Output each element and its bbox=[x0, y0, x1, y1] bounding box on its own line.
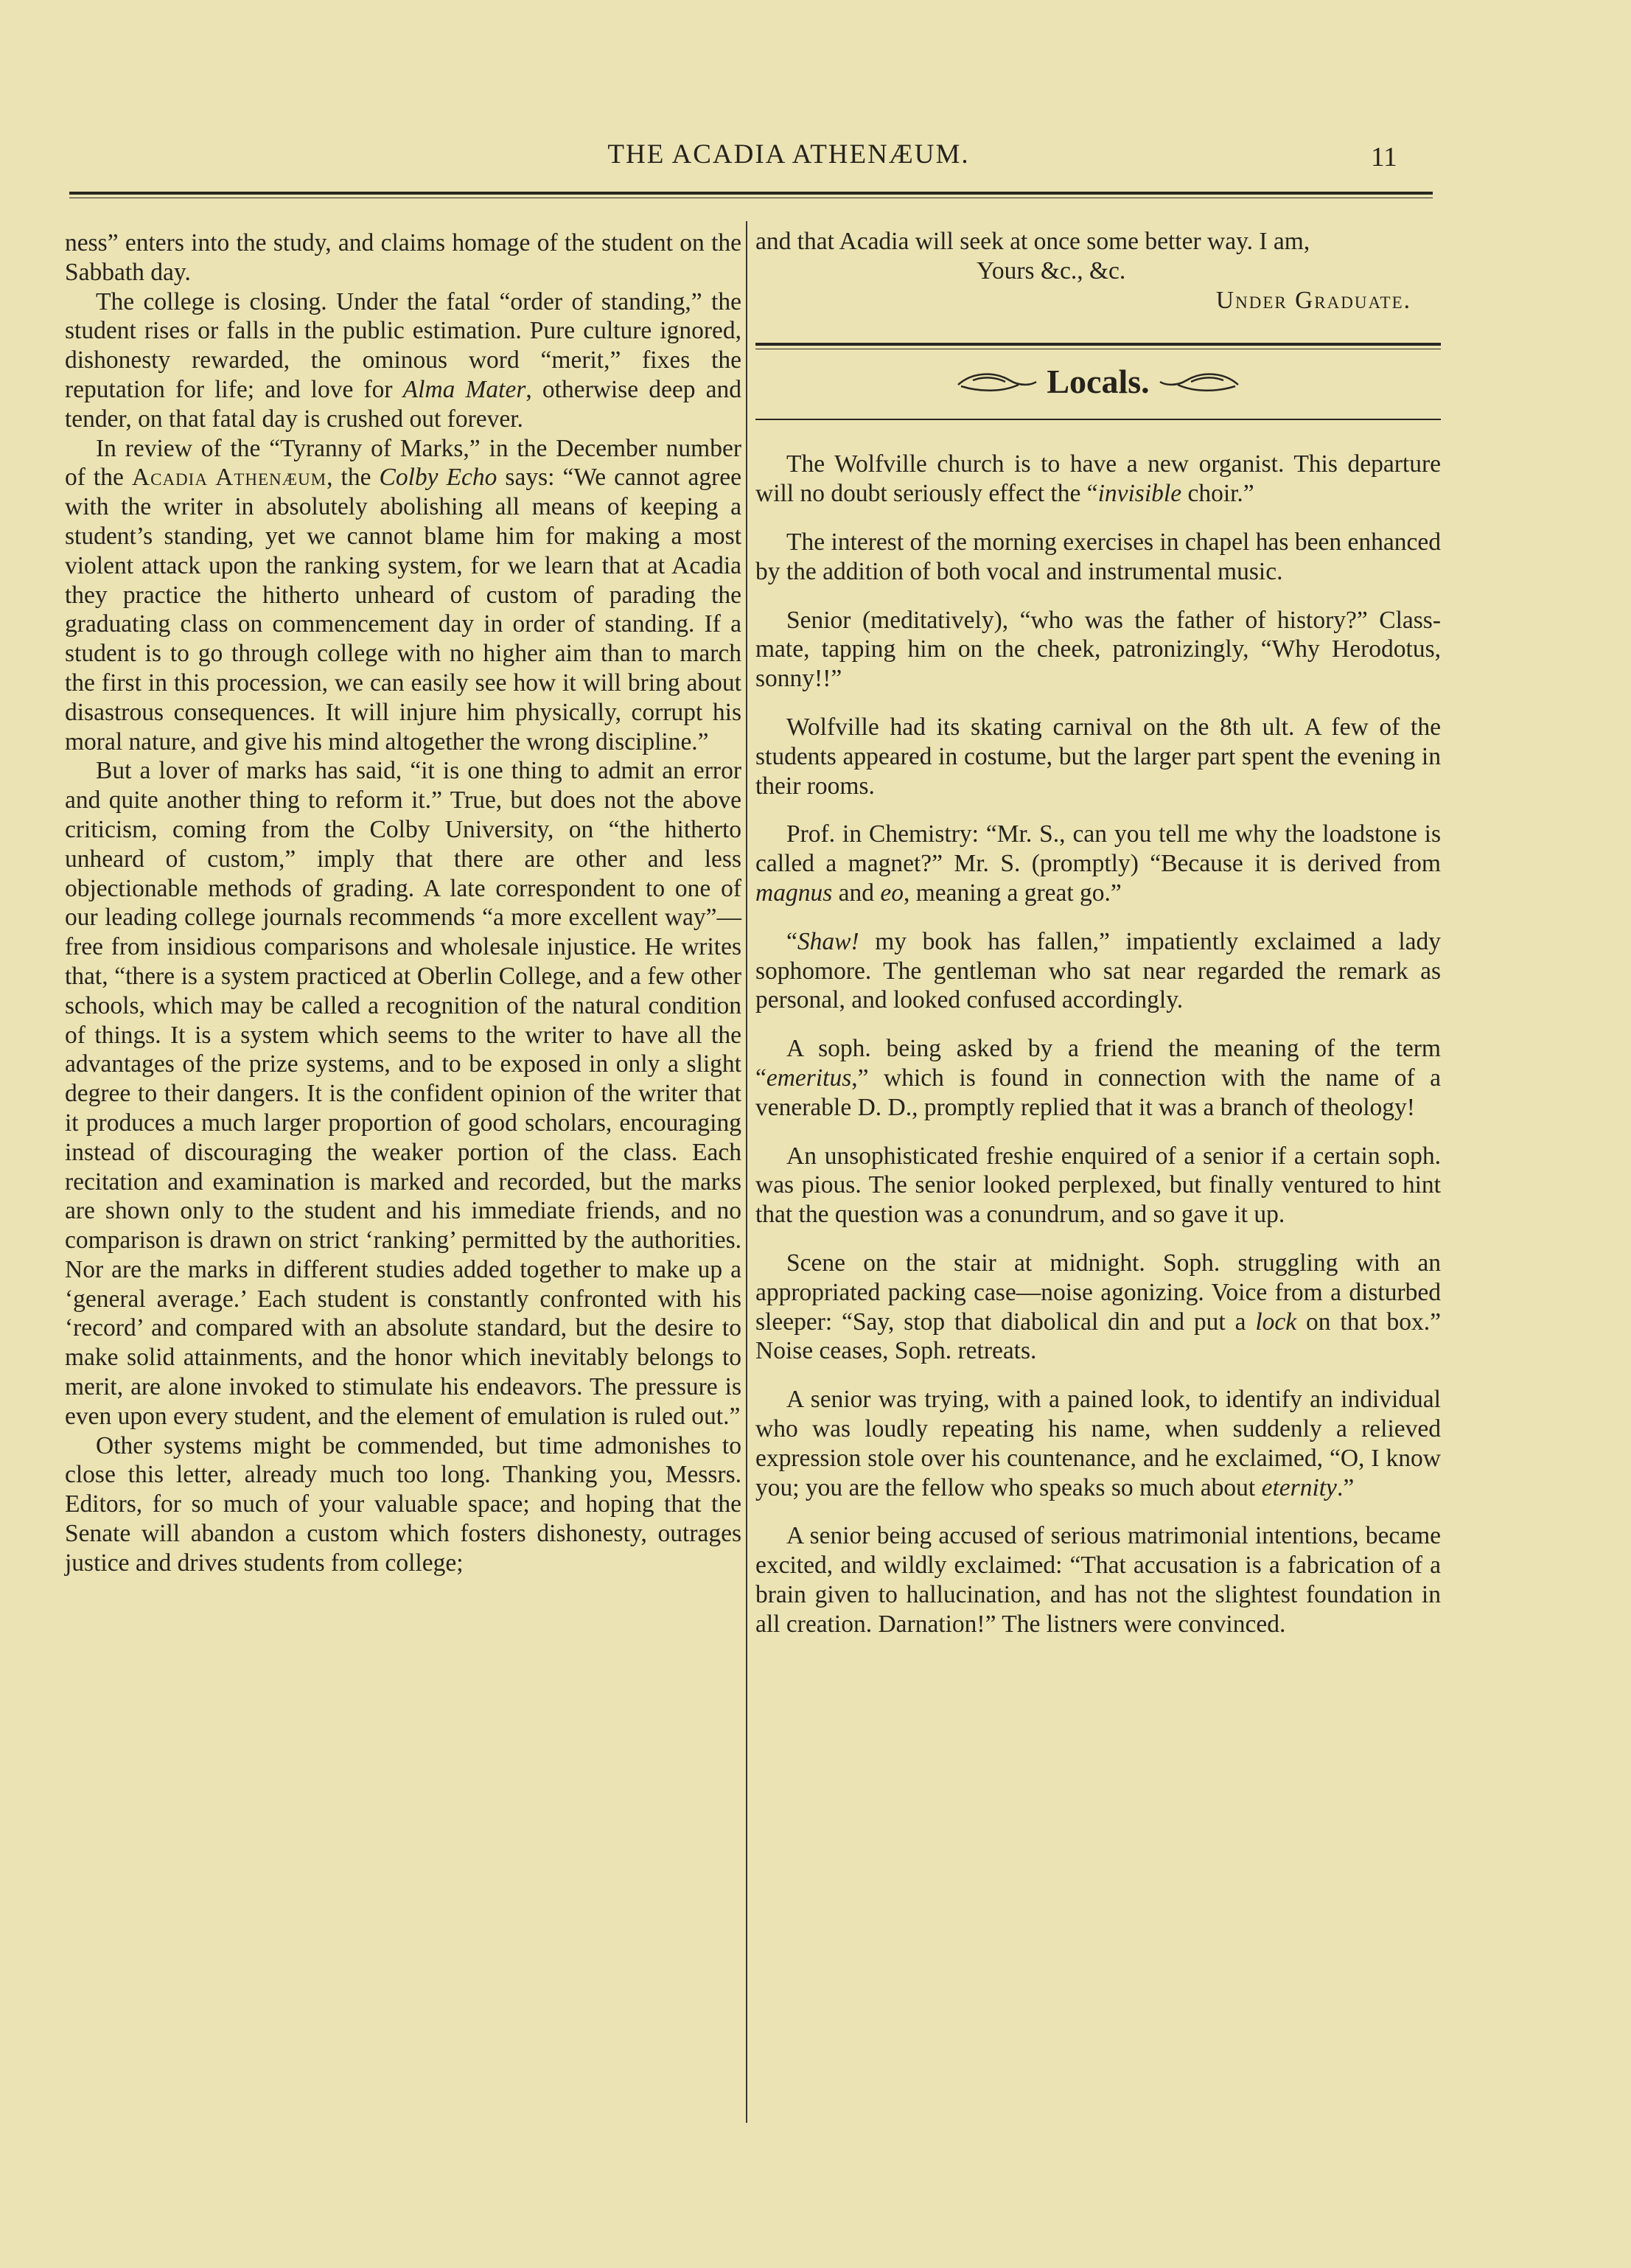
text-run: choir.” bbox=[1181, 480, 1254, 508]
letter-paragraph bbox=[65, 434, 741, 757]
letter-paragraph bbox=[65, 228, 741, 287]
text-run: Acadia Athenæum bbox=[131, 464, 327, 492]
text-run: Scene on the stair at midnight. Soph. struggling with an appropriated packing case—noise agonizing. Voice from a disturbed sleeper: “Say, stop that diabolical din and put a bbox=[755, 1249, 1441, 1336]
text-run: A senior being accused of serious matrimonial intentions, became excited, and wildly exclaimed: “That accusation is a fabrication of a brain given to hallucination, and has not the slightest foundation in all creation. Darnation!” The listners were convinced. bbox=[755, 1522, 1441, 1638]
italic-text: magnus bbox=[755, 879, 833, 907]
local-item bbox=[755, 606, 1441, 694]
text-run: on that box.” Noise ceases, Soph. retreats. bbox=[755, 1308, 1442, 1365]
text-run: The college is closing. Under the fatal “order of standing,” the student rises or falls in the public estimation. Pure culture ignored, dishonesty rewarded, the ominous word “merit,” fixes the reputation for life; and love for bbox=[65, 287, 741, 403]
local-item bbox=[755, 713, 1441, 800]
text-run: But a lover of marks has said, “it is one thing to admit an error and quite another thing to reform it.” True, but does not the above criticism, coming from the Colby University, on “the hitherto unheard of custom,” imply that there are other and less objectionable methods of grading. A late correspondent to one of our leading college journals recommends “a more excellent way”—free from insidious comparisons and wholesale injustice. He writes that, “there is a system practiced at Oberlin College, and a few other schools, which may be called a recognition of the natural condition of things. It is a system which seems to the writer to have all the advantages of the prize systems, and to be exposed in only a slight degree to their dangers. It is the confident opinion of the writer that it produces a much larger proportion of good scholars, encouraging instead of discouraging the weaker portion of the class. Each recitation and examination is marked and recorded, but the marks are shown only to the student and his immediate friends, and no comparison is drawn on strict ‘ranking’ permitted by the authorities. Nor are the marks in different studies added together to make up a ‘general average.’ Each student is constantly confronted with his ‘record’ and compared with an absolute standard, but the desire to make solid attainments, and the honor which inevitably belongs to merit, are alone invoked to stimulate his endeavors. The pressure is even upon every student, and the element of emulation is ruled out.” bbox=[65, 757, 741, 1430]
local-item bbox=[755, 1385, 1441, 1502]
local-item bbox=[755, 450, 1441, 509]
text-run: , meaning a great go.” bbox=[903, 879, 1122, 907]
letter-paragraph bbox=[65, 287, 741, 434]
letter-signature: Under Graduate. bbox=[1215, 286, 1411, 314]
local-item bbox=[755, 1521, 1441, 1639]
locals-heading bbox=[755, 363, 1441, 401]
italic-text: invisible bbox=[1097, 480, 1182, 508]
locals-title: Locals. bbox=[1047, 363, 1150, 401]
text-run: Wolfville had its skating carnival on the 8th ult. A few of the students appeared in costume, but the larger part spent the evening in their rooms. bbox=[755, 713, 1441, 800]
italic-text: Shaw! bbox=[797, 927, 859, 955]
text-run: The Wolfville church is to have a new organist. This departure will no doubt seriously effect the “ bbox=[755, 450, 1441, 508]
text-run: An unsophisticated freshie enquired of a senior if a certain soph. was pious. The senior looked perplexed, but finally ventured to hint that the question was a conundrum, and so gave it up. bbox=[755, 1142, 1441, 1229]
italic-text: eternity bbox=[1261, 1473, 1337, 1501]
page-number: 11 bbox=[1371, 142, 1397, 172]
locals-list bbox=[755, 450, 1441, 1639]
text-run: says: “We cannot agree with the writer in absolutely abolishing all means of keeping a student’s standing, yet we cannot blame him for making a most violent attack upon the ranking system, for we learn that at Acadia they practice the hitherto unheard of custom of parading the graduating class on commencement day in order of standing. If a student is to go through college with no higher aim than to march the first in this procession, we can easily see how it will bring about disastrous consequences. It will injure him physically, corrupt his moral nature, and give his mind altogether the wrong discipline.” bbox=[65, 464, 742, 756]
flourish-right-icon bbox=[1157, 367, 1246, 397]
text-run: Senior (meditatively), “who was the father of history?” Class-mate, tapping him on the cheek, patronizingly, “Why Herodotus, sonny!!” bbox=[755, 606, 1441, 693]
text-run: In review of the “Tyranny of Marks,” in the December number of the bbox=[65, 434, 741, 492]
section-rule-bottom bbox=[755, 419, 1441, 420]
section-rule-top bbox=[755, 343, 1441, 349]
text-run: “ bbox=[786, 927, 797, 955]
letter-paragraph bbox=[65, 756, 741, 1431]
letter-closing: and that Acadia will seek at once some better way. I am, bbox=[755, 228, 1310, 255]
local-item bbox=[755, 1249, 1441, 1366]
local-item bbox=[755, 927, 1441, 1015]
text-run: The interest of the morning exercises in chapel has been enhanced by the addition of both vocal and instrumental music. bbox=[755, 528, 1441, 585]
text-run: and bbox=[832, 879, 881, 907]
italic-text: eo bbox=[880, 879, 904, 907]
text-run: , otherwise deep and tender, on that fatal day is crushed out forever. bbox=[65, 375, 741, 433]
text-run: my book has fallen,” impatiently exclaimed a lady sophomore. The gentleman who sat near regarded the remark as personal, and looked confused accordingly. bbox=[755, 927, 1441, 1014]
local-item bbox=[755, 528, 1441, 587]
text-run: Prof. in Chemistry: “Mr. S., can you tell me why the loadstone is called a magnet?” Mr. S. (promptly) “Because it is derived from bbox=[755, 820, 1441, 878]
local-item bbox=[755, 820, 1441, 907]
letter-signoff: Yours &c., &c. bbox=[977, 257, 1126, 285]
italic-text: Alma Mater bbox=[402, 375, 526, 403]
local-item bbox=[755, 1034, 1441, 1122]
italic-text: Colby Echo bbox=[379, 464, 497, 492]
header-rule bbox=[69, 192, 1433, 198]
text-run: A soph. being asked by a friend the meaning of the term “ bbox=[755, 1035, 1441, 1092]
running-head: THE ACADIA ATHENÆUM. bbox=[607, 139, 970, 170]
left-column bbox=[65, 228, 741, 1578]
text-run: A senior was trying, with a pained look, to identify an individual who was loudly repeating his name, when suddenly a relieved expression stole over his countenance, and he exclaimed, “O, I know you; you are the fellow who speaks so much about bbox=[755, 1386, 1441, 1501]
italic-text: lock bbox=[1255, 1308, 1297, 1336]
text-run: Other systems might be commended, but time admonishes to close this letter, already much too long. Thanking you, Messrs. Editors, for so much of your valuable space; and hoping that the Senate will abandon a custom which fosters dishonesty, outrages justice and drives students from college; bbox=[65, 1431, 741, 1577]
text-run: ness” enters into the study, and claims homage of the student on the Sabbath day. bbox=[65, 229, 741, 286]
column-divider bbox=[746, 221, 747, 2123]
letter-paragraph bbox=[65, 1431, 741, 1578]
italic-text: emeritus bbox=[766, 1064, 852, 1092]
text-run: ,” which is found in connection with the name of a venerable D. D., promptly replied that it was a branch of theology! bbox=[755, 1064, 1441, 1121]
right-column bbox=[755, 227, 1441, 1639]
local-item bbox=[755, 1142, 1441, 1229]
flourish-left-icon bbox=[951, 367, 1039, 397]
text-run: .” bbox=[1336, 1473, 1355, 1501]
text-run: , the bbox=[326, 464, 380, 492]
